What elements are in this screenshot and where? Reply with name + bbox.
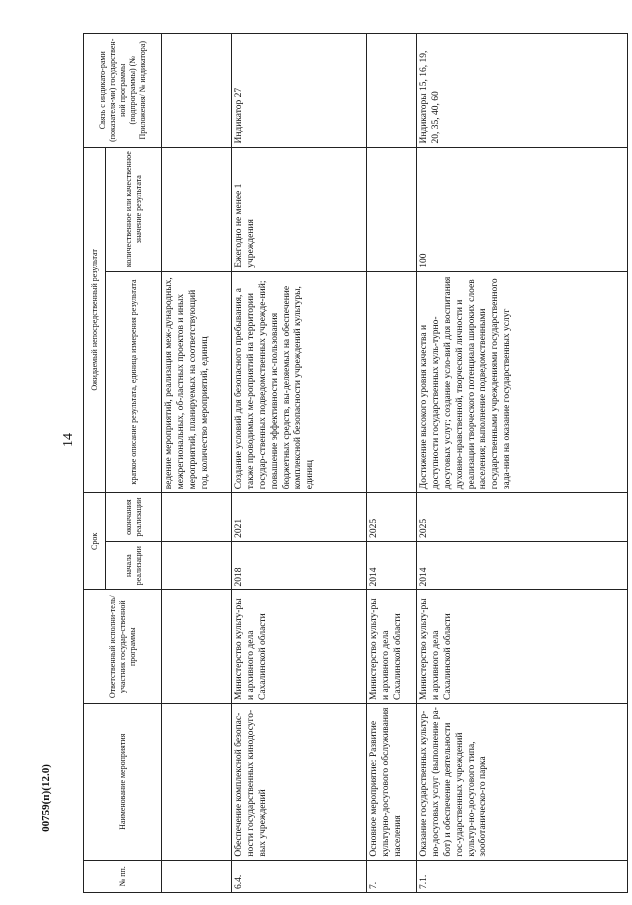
cell-name: Основное мероприятие: Развитие культурно-досугового обслуживания населения	[367, 703, 417, 860]
cell-name	[162, 703, 232, 860]
header-term: Срок	[84, 493, 106, 590]
table-row	[232, 34, 367, 893]
cell-brief: ведение мероприятий, реализация меж-дународных, межрегиональных, об-ластных проектов и иных мероприятий, планируемых на соответствующий год, количество мероприятий, единиц	[162, 271, 232, 492]
cell-quant: Ежегодно не менее 1 учреждения	[232, 147, 367, 271]
cell-end: 2025	[417, 493, 628, 542]
page-number: 14	[61, 433, 76, 447]
cell-brief	[367, 271, 417, 492]
cell-num: 6.4.	[232, 860, 367, 892]
table-row	[367, 34, 417, 893]
cell-quant	[367, 147, 417, 271]
cell-name: Обеспечение комплексной безопас-ности государственных кинодосуго-вых учреждений	[232, 703, 367, 860]
header-quant: количественное или качественное значение результата	[106, 147, 162, 271]
table-row	[162, 34, 232, 893]
cell-resp: Министерство культу-ры и архивного дела Сахалинской области	[417, 590, 628, 703]
header-brief: краткое описание результата, единица измерения результата	[106, 271, 162, 492]
cell-num	[162, 860, 232, 892]
cell-end	[162, 493, 232, 542]
cell-quant	[162, 147, 232, 271]
header-expected: Ожидаемый непосредственный результат	[84, 147, 106, 493]
header-name: Наименование мероприятия	[84, 703, 162, 860]
cell-link	[367, 34, 417, 148]
cell-start: 2014	[417, 541, 628, 590]
cell-start: 2018	[232, 541, 367, 590]
cell-start: 2014	[367, 541, 417, 590]
header-start: начала реализации	[106, 541, 162, 590]
header-end: окончания реализации	[106, 493, 162, 542]
cell-end: 2025	[367, 493, 417, 542]
cell-resp	[162, 590, 232, 703]
cell-link	[162, 34, 232, 148]
cell-end: 2021	[232, 493, 367, 542]
table-row	[417, 34, 628, 893]
header-responsible: Ответственный исполни-тель/участник государ-ственной программы	[84, 590, 162, 703]
cell-name: Оказание государственных культур-но-досуговых услуг (выполнение ра-бот) и обеспечение деятельности гос-ударственных учреждений культур-но-досугового типа, зооботаническо-го парка	[417, 703, 628, 860]
header-link: Связь с индикато-рами (показателя-ми) государствен-ной программы (подпрограммы) (№ Приложения/ № индикатора)	[84, 34, 162, 148]
cell-resp: Министерство культу-ры и архивного дела Сахалинской области	[367, 590, 417, 703]
document-code: 00759(п)(12.0)	[40, 764, 52, 832]
cell-start	[162, 541, 232, 590]
cell-num: 7.1.	[417, 860, 628, 892]
cell-quant: 100	[417, 147, 628, 271]
header-num: № пп.	[84, 860, 162, 892]
cell-brief: Создание условий для безопасного пребывания, а также проводимых ме-роприятий на территории государ-ственных подведомственных учрежде-ний; повышение эффективности ис-пользования бюджетных средств, вы-деляемых на обеспечение комплексной безопасности учреждений культуры, единиц	[232, 271, 367, 492]
rotated-table-wrapper	[83, 33, 628, 893]
cell-link: Индикатор 27	[232, 34, 367, 148]
events-table	[83, 33, 628, 893]
cell-num: 7.	[367, 860, 417, 892]
cell-resp: Министерство культу-ры и архивного дела Сахалинской области	[232, 590, 367, 703]
cell-link: Индикаторы 15, 16, 19, 20, 35, 40, 60	[417, 34, 628, 148]
cell-brief: Достижение высокого уровня качества и доступности государственных куль-турно-досуговых услуг; создание усло-вий для воспитания духовно-нравственной, творческой личности и реализации творческого потенциала широких слоев населения; выполнение подведомственными государственными учреждениями государственного зада-ния на оказание государственных услуг	[417, 271, 628, 492]
